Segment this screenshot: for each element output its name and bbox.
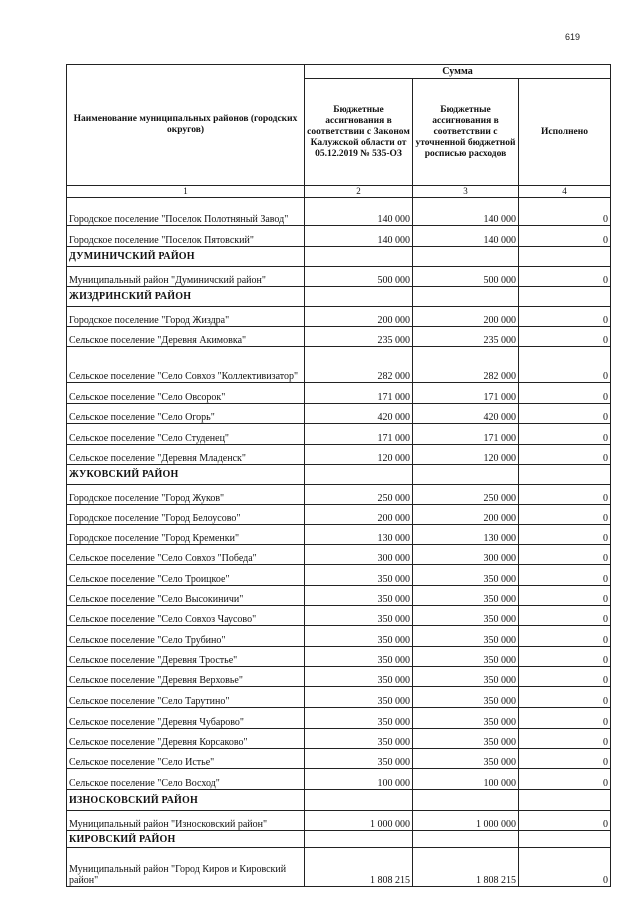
law-allocation-value: 350 000: [305, 729, 413, 749]
table-row: [67, 647, 611, 667]
law-allocation-value: 350 000: [305, 687, 413, 708]
table-row: [67, 769, 611, 790]
revised-allocation-value: 350 000: [413, 626, 519, 647]
municipality-name: Сельское поселение "Село Огорь": [67, 404, 305, 424]
executed-value: 0: [519, 626, 611, 647]
header-sum: Сумма: [305, 65, 611, 79]
law-allocation-value: 420 000: [305, 404, 413, 424]
municipality-name: Сельское поселение "Село Истье": [67, 749, 305, 769]
column-number: 4: [519, 186, 611, 198]
law-allocation-value: 300 000: [305, 545, 413, 565]
district-row: [67, 247, 611, 267]
table-row: [67, 347, 611, 383]
revised-allocation-value: 282 000: [413, 347, 519, 383]
empty-cell: [305, 247, 413, 267]
law-allocation-value: 350 000: [305, 626, 413, 647]
revised-allocation-value: 200 000: [413, 505, 519, 525]
revised-allocation-value: 350 000: [413, 647, 519, 667]
page-number: 619: [565, 32, 581, 42]
executed-value: 0: [519, 198, 611, 226]
revised-allocation-value: 300 000: [413, 545, 519, 565]
municipality-name: Городское поселение "Город Жуков": [67, 485, 305, 505]
law-allocation-value: 235 000: [305, 327, 413, 347]
revised-allocation-value: 171 000: [413, 383, 519, 404]
revised-allocation-value: 350 000: [413, 687, 519, 708]
municipality-name: Сельское поселение "Деревня Корсаково": [67, 729, 305, 749]
law-allocation-value: 140 000: [305, 198, 413, 226]
municipality-name: Сельское поселение "Село Студенец": [67, 424, 305, 445]
law-allocation-value: 350 000: [305, 708, 413, 729]
law-allocation-value: 350 000: [305, 647, 413, 667]
executed-value: 0: [519, 307, 611, 327]
revised-allocation-value: 1 808 215: [413, 848, 519, 887]
budget-table: [66, 64, 611, 887]
revised-allocation-value: 1 000 000: [413, 811, 519, 831]
table-row: [67, 505, 611, 525]
table-row: [67, 383, 611, 404]
revised-allocation-value: 130 000: [413, 525, 519, 545]
executed-value: 0: [519, 347, 611, 383]
law-allocation-value: 140 000: [305, 226, 413, 247]
empty-cell: [305, 465, 413, 485]
law-allocation-value: 130 000: [305, 525, 413, 545]
revised-allocation-value: 120 000: [413, 445, 519, 465]
municipality-name: Сельское поселение "Деревня Чубарово": [67, 708, 305, 729]
executed-value: 0: [519, 383, 611, 404]
revised-allocation-value: 350 000: [413, 708, 519, 729]
municipality-name: Сельское поселение "Село Совхоз Чаусово": [67, 606, 305, 626]
executed-value: 0: [519, 647, 611, 667]
table-row: [67, 586, 611, 606]
law-allocation-value: 120 000: [305, 445, 413, 465]
revised-allocation-value: 350 000: [413, 667, 519, 687]
executed-value: 0: [519, 505, 611, 525]
law-allocation-value: 282 000: [305, 347, 413, 383]
executed-value: 0: [519, 708, 611, 729]
law-allocation-value: 500 000: [305, 267, 413, 287]
table-row: [67, 606, 611, 626]
table-row: [67, 267, 611, 287]
header-municipality-name: Наименование муниципальных районов (городских округов): [67, 65, 305, 186]
table-row: [67, 485, 611, 505]
table-row: [67, 708, 611, 729]
revised-allocation-value: 350 000: [413, 606, 519, 626]
municipality-name: Муниципальный район "Износковский район": [67, 811, 305, 831]
executed-value: 0: [519, 267, 611, 287]
executed-value: 0: [519, 525, 611, 545]
table-row: [67, 848, 611, 887]
executed-value: 0: [519, 749, 611, 769]
municipality-name: Сельское поселение "Село Высокиничи": [67, 586, 305, 606]
law-allocation-value: 350 000: [305, 667, 413, 687]
municipality-name: Городское поселение "Город Кременки": [67, 525, 305, 545]
revised-allocation-value: 350 000: [413, 729, 519, 749]
revised-allocation-value: 200 000: [413, 307, 519, 327]
executed-value: 0: [519, 445, 611, 465]
column-number: 1: [67, 186, 305, 198]
law-allocation-value: 171 000: [305, 383, 413, 404]
district-name: ИЗНОСКОВСКИЙ РАЙОН: [67, 790, 305, 811]
empty-cell: [413, 247, 519, 267]
revised-allocation-value: 250 000: [413, 485, 519, 505]
revised-allocation-value: 350 000: [413, 749, 519, 769]
district-name: КИРОВСКИЙ РАЙОН: [67, 831, 305, 848]
executed-value: 0: [519, 729, 611, 749]
municipality-name: Сельское поселение "Деревня Тростье": [67, 647, 305, 667]
municipality-name: Городское поселение "Город Белоусово": [67, 505, 305, 525]
municipality-name: Сельское поселение "Деревня Младенск": [67, 445, 305, 465]
municipality-name: Сельское поселение "Село Трубино": [67, 626, 305, 647]
revised-allocation-value: 171 000: [413, 424, 519, 445]
revised-allocation-value: 500 000: [413, 267, 519, 287]
table-row: [67, 198, 611, 226]
table-row: [67, 749, 611, 769]
table-row: [67, 667, 611, 687]
municipality-name: Городское поселение "Поселок Полотняный Завод": [67, 198, 305, 226]
revised-allocation-value: 140 000: [413, 226, 519, 247]
municipality-name: Сельское поселение "Село Восход": [67, 769, 305, 790]
municipality-name: Городское поселение "Город Жиздра": [67, 307, 305, 327]
table-row: [67, 404, 611, 424]
municipality-name: Сельское поселение "Село Овсорок": [67, 383, 305, 404]
empty-cell: [305, 790, 413, 811]
law-allocation-value: 350 000: [305, 565, 413, 586]
revised-allocation-value: 140 000: [413, 198, 519, 226]
table-row: [67, 445, 611, 465]
municipality-name: Сельское поселение "Село Тарутино": [67, 687, 305, 708]
empty-cell: [519, 790, 611, 811]
table-row: [67, 424, 611, 445]
district-row: [67, 287, 611, 307]
table-row: [67, 687, 611, 708]
revised-allocation-value: 350 000: [413, 586, 519, 606]
table-row: [67, 811, 611, 831]
executed-value: 0: [519, 667, 611, 687]
law-allocation-value: 250 000: [305, 485, 413, 505]
empty-cell: [519, 247, 611, 267]
table-row: [67, 626, 611, 647]
header-law-allocations: Бюджетные ассигнования в соответствии с Законом Калужской области от 05.12.2019 № 535-ОЗ: [305, 79, 413, 186]
executed-value: 0: [519, 404, 611, 424]
municipality-name: Муниципальный район "Город Киров и Кировский район": [67, 848, 305, 887]
table-body: [67, 198, 611, 887]
column-number: 2: [305, 186, 413, 198]
executed-value: 0: [519, 687, 611, 708]
table-row: [67, 525, 611, 545]
district-row: [67, 831, 611, 848]
empty-cell: [519, 831, 611, 848]
municipality-name: Сельское поселение "Село Троицкое": [67, 565, 305, 586]
executed-value: 0: [519, 586, 611, 606]
empty-cell: [519, 287, 611, 307]
table-row: [67, 327, 611, 347]
law-allocation-value: 350 000: [305, 586, 413, 606]
law-allocation-value: 200 000: [305, 505, 413, 525]
revised-allocation-value: 350 000: [413, 565, 519, 586]
executed-value: 0: [519, 327, 611, 347]
header-executed: Исполнено: [519, 79, 611, 186]
empty-cell: [413, 465, 519, 485]
executed-value: 0: [519, 811, 611, 831]
district-row: [67, 465, 611, 485]
revised-allocation-value: 235 000: [413, 327, 519, 347]
table-row: [67, 565, 611, 586]
empty-cell: [413, 790, 519, 811]
table-row: [67, 307, 611, 327]
table-row: [67, 226, 611, 247]
law-allocation-value: 350 000: [305, 749, 413, 769]
executed-value: 0: [519, 565, 611, 586]
law-allocation-value: 100 000: [305, 769, 413, 790]
executed-value: 0: [519, 424, 611, 445]
empty-cell: [413, 831, 519, 848]
header-revised-allocations: Бюджетные ассигнования в соответствии с уточненной бюджетной росписью расходов: [413, 79, 519, 186]
executed-value: 0: [519, 769, 611, 790]
empty-cell: [519, 465, 611, 485]
empty-cell: [305, 831, 413, 848]
revised-allocation-value: 100 000: [413, 769, 519, 790]
empty-cell: [305, 287, 413, 307]
column-number: 3: [413, 186, 519, 198]
table-row: [67, 729, 611, 749]
law-allocation-value: 1 808 215: [305, 848, 413, 887]
municipality-name: Муниципальный район "Думиничский район": [67, 267, 305, 287]
municipality-name: Сельское поселение "Село Совхоз "Коллективизатор": [67, 347, 305, 383]
district-name: ДУМИНИЧСКИЙ РАЙОН: [67, 247, 305, 267]
law-allocation-value: 350 000: [305, 606, 413, 626]
executed-value: 0: [519, 485, 611, 505]
district-name: ЖИЗДРИНСКИЙ РАЙОН: [67, 287, 305, 307]
district-name: ЖУКОВСКИЙ РАЙОН: [67, 465, 305, 485]
law-allocation-value: 200 000: [305, 307, 413, 327]
municipality-name: Сельское поселение "Село Совхоз "Победа": [67, 545, 305, 565]
municipality-name: Сельское поселение "Деревня Верховье": [67, 667, 305, 687]
executed-value: 0: [519, 226, 611, 247]
municipality-name: Городское поселение "Поселок Пятовский": [67, 226, 305, 247]
law-allocation-value: 1 000 000: [305, 811, 413, 831]
table-row: [67, 545, 611, 565]
revised-allocation-value: 420 000: [413, 404, 519, 424]
empty-cell: [413, 287, 519, 307]
district-row: [67, 790, 611, 811]
executed-value: 0: [519, 545, 611, 565]
executed-value: 0: [519, 848, 611, 887]
executed-value: 0: [519, 606, 611, 626]
municipality-name: Сельское поселение "Деревня Акимовка": [67, 327, 305, 347]
law-allocation-value: 171 000: [305, 424, 413, 445]
